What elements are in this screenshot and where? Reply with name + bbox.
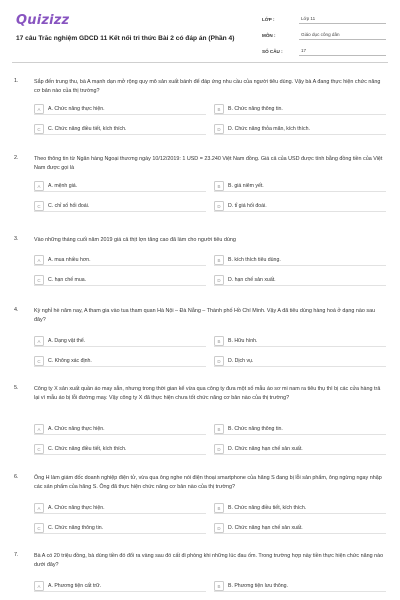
option-text: A. mua nhiều hơn. <box>48 257 91 263</box>
option-text: B. Chức năng thông tin. <box>228 106 283 112</box>
option-text: B. kích thích tiêu dùng. <box>228 257 281 263</box>
document-header <box>0 0 400 64</box>
option-underline <box>214 211 386 212</box>
option-text: B. giá niêm yết. <box>228 183 264 189</box>
option-a[interactable] <box>34 580 206 592</box>
option-text: C. hạn chế mua. <box>48 277 87 283</box>
option-underline <box>214 533 386 534</box>
meta-label: LỚP : <box>262 17 275 22</box>
option-d[interactable] <box>214 200 386 212</box>
option-underline <box>34 265 206 266</box>
meta-label: SỐ CÂU : <box>262 49 283 54</box>
question-text: Kỳ nghỉ hè năm nay, A tham gia vào tua tham quan Hà Nội – Đà Nẵng – Thành phố Hồ Chí Minh. Vậy A đã tiêu dùng hàng hoá ở dạng nào sau đây? <box>34 308 376 323</box>
question-text: Công ty X sản xuất quần áo may sẵn, nhưng trong thời gian kể vừa qua công ty đưa một số mẫu áo sơ mi nam ra tiêu thụ thì bị các cửa hàng trả lại vì mẫu áo bị lỗi đường may. Vậy công ty X đã thực hiện chưa tốt chức năng cơ bản nào của thị trường? <box>34 386 381 401</box>
question-number: 2. <box>14 155 19 161</box>
question-number: 3. <box>14 236 19 242</box>
meta-row-subject <box>262 27 386 40</box>
option-text: B. Chức năng điều tiết, kích thích. <box>228 505 307 511</box>
option-underline <box>214 265 386 266</box>
option-d[interactable] <box>214 443 386 455</box>
option-text: C. Chức năng thông tin. <box>48 525 104 531</box>
option-b[interactable] <box>214 180 386 192</box>
option-text: D. Chức năng hạn chế sản xuất. <box>228 525 303 531</box>
document-title: 17 câu Trắc nghiệm GDCD 11 Kết nối tri thức Bài 2 có đáp án (Phần 4) <box>16 35 235 42</box>
option-text: A. mệnh giá. <box>48 183 78 189</box>
option-letter-box: D <box>214 356 224 366</box>
option-underline <box>214 114 386 115</box>
question-number: 1. <box>14 78 19 84</box>
option-underline <box>214 513 386 514</box>
option-text: A. Chức năng thực hiện. <box>48 106 105 112</box>
option-text: D. Dịch vụ. <box>228 358 254 364</box>
option-underline <box>34 134 206 135</box>
option-c[interactable] <box>34 123 206 135</box>
option-c[interactable] <box>34 200 206 212</box>
option-letter-box: B <box>214 581 224 591</box>
option-c[interactable] <box>34 522 206 534</box>
option-a[interactable] <box>34 423 206 435</box>
option-letter-box: A <box>34 181 44 191</box>
option-b[interactable] <box>214 103 386 115</box>
option-text: C. chỉ số hối đoái. <box>48 203 90 209</box>
option-letter-box: D <box>214 124 224 134</box>
option-underline <box>214 134 386 135</box>
option-letter-box: C <box>34 201 44 211</box>
option-underline <box>214 191 386 192</box>
option-letter-box: D <box>214 444 224 454</box>
option-underline <box>34 366 206 367</box>
option-underline <box>34 434 206 435</box>
question-number: 5. <box>14 385 19 391</box>
option-underline <box>214 346 386 347</box>
option-d[interactable] <box>214 123 386 135</box>
option-a[interactable] <box>34 502 206 514</box>
option-letter-box: A <box>34 581 44 591</box>
option-d[interactable] <box>214 274 386 286</box>
option-text: A. Chức năng thực hiện. <box>48 426 105 432</box>
option-b[interactable] <box>214 502 386 514</box>
option-underline <box>34 513 206 514</box>
option-text: C. Không xác định. <box>48 358 92 364</box>
metadata-table <box>262 11 386 59</box>
option-underline <box>34 454 206 455</box>
option-letter-box: B <box>214 181 224 191</box>
option-text: D. tỉ giá hối đoái. <box>228 203 267 209</box>
option-underline <box>214 285 386 286</box>
option-underline <box>214 591 386 592</box>
option-letter-box: A <box>34 424 44 434</box>
option-d[interactable] <box>214 522 386 534</box>
option-letter-box: C <box>34 356 44 366</box>
question-text: Bà A có 20 triệu đồng, bà dùng tiền đó đổi ra vàng sau đó cất đi phòng khi những lúc đau ốm. Trong trường hợp này tiền thực hiện chức năng nào dưới đây? <box>34 553 384 568</box>
option-c[interactable] <box>34 355 206 367</box>
question-number: 6. <box>14 474 19 480</box>
meta-value: 17 <box>299 48 386 56</box>
option-letter-box: B <box>214 503 224 513</box>
option-letter-box: D <box>214 523 224 533</box>
option-underline <box>34 346 206 347</box>
option-a[interactable] <box>34 103 206 115</box>
quizizz-logo: Quizizz <box>16 13 70 28</box>
option-underline <box>34 533 206 534</box>
option-underline <box>214 434 386 435</box>
option-underline <box>214 366 386 367</box>
option-text: A. Chức năng thực hiện. <box>48 505 105 511</box>
option-c[interactable] <box>34 443 206 455</box>
option-text: D. hạn chế sản xuất. <box>228 277 276 283</box>
option-b[interactable] <box>214 580 386 592</box>
option-letter-box: C <box>34 124 44 134</box>
option-c[interactable] <box>34 274 206 286</box>
option-text: A. Dạng vật thể. <box>48 338 86 344</box>
option-a[interactable] <box>34 335 206 347</box>
option-letter-box: C <box>34 275 44 285</box>
question-text: Vào những tháng cuối năm 2019 giá cả thịt lợn tăng cao đã làm cho người tiêu dùng <box>34 237 236 243</box>
option-underline <box>34 191 206 192</box>
meta-row-question-count <box>262 43 386 56</box>
option-letter-box: B <box>214 424 224 434</box>
option-letter-box: B <box>214 255 224 265</box>
option-underline <box>34 211 206 212</box>
option-letter-box: A <box>34 503 44 513</box>
meta-label: MÔN : <box>262 33 276 38</box>
option-letter-box: D <box>214 201 224 211</box>
option-text: B. Phương tiện lưu thông. <box>228 583 288 589</box>
meta-row-class <box>262 11 386 24</box>
option-letter-box: A <box>34 255 44 265</box>
option-letter-box: B <box>214 104 224 114</box>
meta-value: Lớp 11 <box>299 16 386 24</box>
option-text: D. Chức năng thỏa mãn, kích thích. <box>228 126 310 132</box>
header-divider <box>12 62 388 63</box>
option-letter-box: D <box>214 275 224 285</box>
question-text: Sắp đến trung thu, bà A mạnh dạn mở rộng quy mô sản xuất bánh để đáp ứng nhu cầu của người tiêu dùng. Vậy bà A đang thực hiện chức năng cơ bản nào của thị trường? <box>34 79 381 94</box>
option-text: B. Chức năng thông tin. <box>228 426 283 432</box>
option-b[interactable] <box>214 423 386 435</box>
option-text: C. Chức năng điều tiết, kích thích. <box>48 126 127 132</box>
option-text: D. Chức năng hạn chế sản xuất. <box>228 446 303 452</box>
option-underline <box>214 454 386 455</box>
option-b[interactable] <box>214 254 386 266</box>
option-text: A. Phương tiện cất trữ. <box>48 583 102 589</box>
question-text: Ông H làm giám đốc doanh nghiệp điện tử, vừa qua ông nghe nói điện thoại smartphone của hãng S đang bị lỗi sản phẩm, ông ngừng ngay nhập các sản phẩm của hãng S. Ông đã thực hiện chức năng cơ bản nào của thị trường? <box>34 475 382 490</box>
option-letter-box: C <box>34 523 44 533</box>
question-number: 7. <box>14 552 19 558</box>
option-d[interactable] <box>214 355 386 367</box>
option-underline <box>34 285 206 286</box>
option-letter-box: A <box>34 336 44 346</box>
question-text: Theo thông tin từ Ngân hàng Ngoại thương ngày 10/12/2019: 1 USD = 23.240 Việt Nam đồng. Giá cả của USD được tính bằng đồng tiền của Việt Nam được gọi là <box>34 156 383 171</box>
option-a[interactable] <box>34 180 206 192</box>
option-text: C. Chức năng điều tiết, kích thích. <box>48 446 127 452</box>
option-underline <box>34 591 206 592</box>
meta-value: Giáo dục công dân <box>299 32 386 40</box>
option-letter-box: C <box>34 444 44 454</box>
option-letter-box: B <box>214 336 224 346</box>
option-text: B. Hữu hình. <box>228 338 258 344</box>
option-a[interactable] <box>34 254 206 266</box>
question-number: 4. <box>14 307 19 313</box>
option-b[interactable] <box>214 335 386 347</box>
option-letter-box: A <box>34 104 44 114</box>
option-underline <box>34 114 206 115</box>
